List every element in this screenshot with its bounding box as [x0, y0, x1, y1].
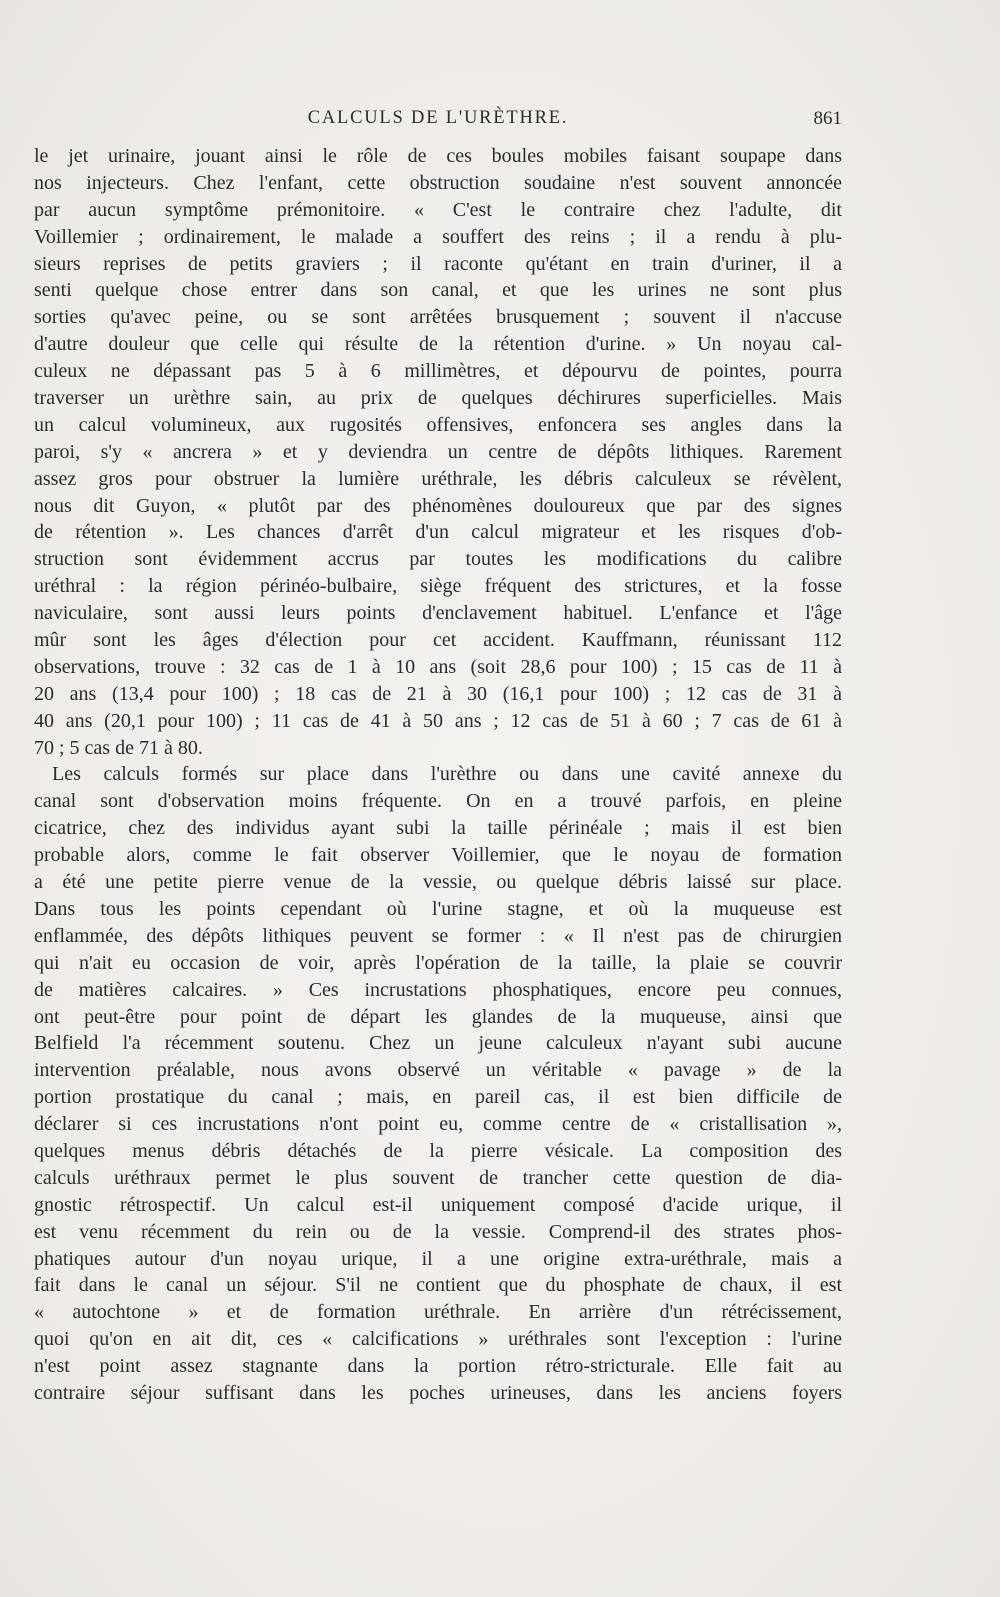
text-line: un calcul volumineux, aux rugosités offensives, enfoncera ses angles dans la — [34, 413, 842, 436]
text-line: nos injecteurs. Chez l'enfant, cette obstruction soudaine n'est souvent annoncée — [34, 171, 842, 194]
text-line: 70 ; 5 cas de 71 à 80. — [34, 736, 203, 759]
text-line: 40 ans (20,1 pour 100) ; 11 cas de 41 à 50 ans ; 12 cas de 51 à 60 ; 7 cas de 61 à — [34, 709, 842, 732]
text-line: observations, trouve : 32 cas de 1 à 10 ans (soit 28,6 pour 100) ; 15 cas de 11 à — [34, 655, 842, 678]
text-line: de rétention ». Les chances d'arrêt d'un calcul migrateur et les risques d'ob- — [34, 521, 842, 544]
running-title: CALCULS DE L'URÈTHRE. — [307, 108, 569, 128]
text-line: senti quelque chose entrer dans son canal, et que les urines ne sont plus — [34, 279, 842, 302]
body-text — [34, 143, 842, 1407]
text-line: calculs uréthraux permet le plus souvent de trancher cette question de dia- — [34, 1166, 842, 1189]
text-line: de matières calcaires. » Ces incrustations phosphatiques, encore peu connues, — [34, 978, 842, 1001]
page-number: 861 — [813, 108, 842, 129]
text-line: « autochtone » et de formation uréthrale. En arrière d'un rétrécissement, — [34, 1301, 842, 1324]
text-line: naviculaire, sont aussi leurs points d'enclavement habituel. L'enfance et l'âge — [34, 602, 842, 625]
text-line: contraire séjour suffisant dans les poches urineuses, dans les anciens foyers — [34, 1381, 842, 1404]
text-line: probable alors, comme le fait observer Voillemier, que le noyau de formation — [34, 844, 842, 867]
text-line: n'est point assez stagnante dans la portion rétro-stricturale. Elle fait au — [34, 1355, 842, 1378]
text-line: culeux ne dépassant pas 5 à 6 millimètres, et dépourvu de pointes, pourra — [34, 360, 842, 383]
text-line: uréthral : la région périnéo-bulbaire, siège fréquent des strictures, et la fosse — [34, 575, 842, 598]
text-line: quoi qu'on en ait dit, ces « calcifications » uréthrales sont l'exception : l'urine — [34, 1328, 842, 1351]
text-line: mûr sont les âges d'élection pour cet accident. Kauffmann, réunissant 112 — [34, 629, 842, 652]
text-line: est venu récemment du rein ou de la vessie. Comprend-il des strates phos- — [34, 1220, 842, 1243]
text-line: portion prostatique du canal ; mais, en pareil cas, il est bien difficile de — [34, 1086, 842, 1109]
text-line: nous dit Guyon, « plutôt par des phénomènes douloureux que par des signes — [34, 494, 842, 517]
text-line: Dans tous les points cependant où l'urine stagne, et où la muqueuse est — [34, 897, 842, 920]
text-line: qui n'ait eu occasion de voir, après l'opération de la taille, la plaie se couvrir — [34, 951, 842, 974]
text-line: fait dans le canal un séjour. S'il ne contient que du phosphate de chaux, il est — [34, 1274, 842, 1297]
text-line: Belfield l'a récemment soutenu. Chez un jeune calculeux n'ayant subi aucune — [34, 1032, 842, 1055]
text-line: déclarer si ces incrustations n'ont point eu, comme centre de « cristallisation », — [34, 1113, 842, 1136]
text-line: cicatrice, chez des individus ayant subi la taille périnéale ; mais il est bien — [34, 817, 842, 840]
text-line: par aucun symptôme prémonitoire. « C'est le contraire chez l'adulte, dit — [34, 198, 842, 221]
text-line: quelques menus débris détachés de la pierre vésicale. La composition des — [34, 1139, 842, 1162]
text-line: le jet urinaire, jouant ainsi le rôle de ces boules mobiles faisant soupape dans — [34, 145, 842, 167]
text-line: enflammée, des dépôts lithiques peuvent se former : « Il n'est pas de chirurgien — [34, 924, 842, 947]
text-line: gnostic rétrospectif. Un calcul est-il uniquement composé d'acide urique, il — [34, 1193, 842, 1216]
text-line: 20 ans (13,4 pour 100) ; 18 cas de 21 à 30 (16,1 pour 100) ; 12 cas de 31 à — [34, 682, 842, 705]
text-line: ont peut-être pour point de départ les glandes de la muqueuse, ainsi que — [34, 1005, 842, 1028]
text-line: paroi, s'y « ancrera » et y deviendra un centre de dépôts lithiques. Rarement — [34, 440, 842, 463]
text-line: Les calculs formés sur place dans l'urèthre ou dans une cavité annexe du — [52, 763, 842, 786]
text-line: traverser un urèthre sain, au prix de quelques déchirures superficielles. Mais — [34, 387, 842, 410]
text-line: struction sont évidemment accrus par toutes les modifications du calibre — [34, 548, 842, 571]
text-line: Voillemier ; ordinairement, le malade a souffert des reins ; il a rendu à plu- — [34, 225, 842, 248]
text-line: intervention préalable, nous avons observé un véritable « pavage » de la — [34, 1059, 842, 1082]
text-line: sorties qu'avec peine, ou se sont arrêtées brusquement ; souvent il n'accuse — [34, 306, 842, 329]
text-line: sieurs reprises de petits graviers ; il raconte qu'étant en train d'uriner, il a — [34, 252, 842, 275]
text-line: a été une petite pierre venue de la vessie, ou quelque débris laissé sur place. — [34, 871, 842, 894]
text-line: d'autre douleur que celle qui résulte de la rétention d'urine. » Un noyau cal- — [34, 333, 842, 356]
page-header — [34, 106, 842, 134]
text-line: phatiques autour d'un noyau urique, il a une origine extra-uréthrale, mais a — [34, 1247, 842, 1270]
text-line: canal sont d'observation moins fréquente. On en a trouvé parfois, en pleine — [34, 790, 842, 813]
text-line: assez gros pour obstruer la lumière uréthrale, les débris calculeux se révèlent, — [34, 467, 842, 490]
